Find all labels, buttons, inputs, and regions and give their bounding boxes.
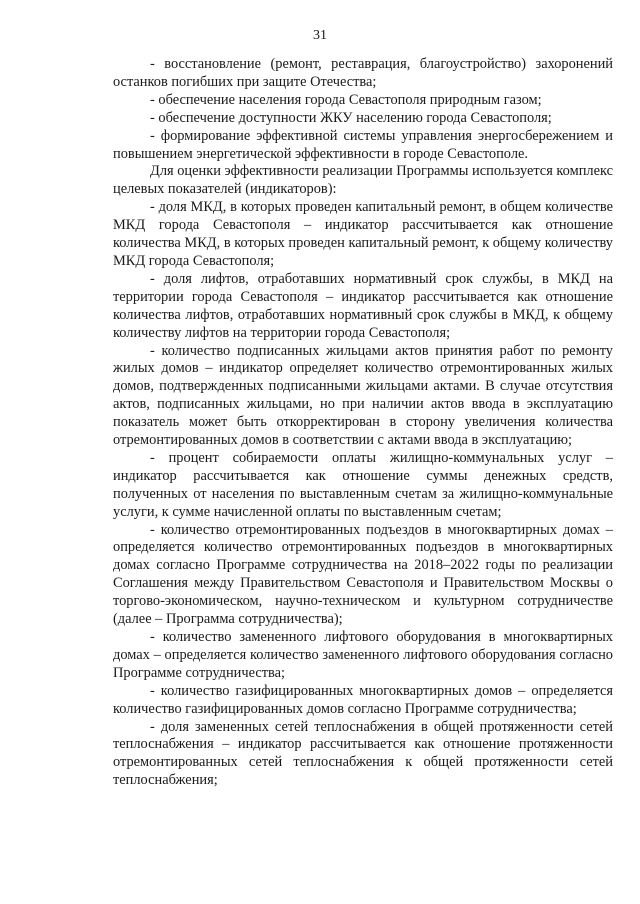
paragraph-indicator-repaired-entrances: - количество отремонтированных подъездов в многоквартирных домах – определяется количество отремонтированных подъездов в многоквартирных домах согласно Программе сотрудничества на 2018–2022 годы по реализации Соглашения между Правительством Севастополя и Правительством Москвы о торгово-экономическом, научно-техническом и культурном сотрудничестве (далее – Программа сотрудничества); [113,521,613,628]
paragraph-indicator-elevators: - доля лифтов, отработавших нормативный срок службы, в МКД на территории города Севастополя – индикатор рассчитывается как отношение количества лифтов, отработавших нормативный срок службы в МКД, к общему количеству лифтов на территории города Севастополя; [113,270,613,341]
paragraph-indicator-gasified-houses: - количество газифицированных многоквартирных домов – определяется количество газифицированных домов согласно Программе сотрудничества; [113,682,613,717]
paragraph-indicator-payment-collection: - процент собираемости оплаты жилищно-коммунальных услуг – индикатор рассчитывается как отношение суммы денежных средств, полученных от населения по выставленным счетам за жилищно-коммунальные услуги, к сумме начисленной оплаты по выставленным счетам; [113,449,613,520]
paragraph-indicator-heating-networks: - доля замененных сетей теплоснабжения в общей протяженности сетей теплоснабжения – индикатор рассчитывается как отношение протяженности отремонтированных сетей теплоснабжения к общей протяженности сетей теплоснабжения; [113,718,613,789]
paragraph-indicator-signed-acts: - количество подписанных жильцами актов принятия работ по ремонту жилых домов – индикатор определяет количество отремонтированных жилых домов, подтвержденных подписанными жильцами актами. В случае отсутствия актов, подписанных жильцами, но при наличии актов ввода в эксплуатацию показатель может быть откорректирован в сторону увеличения количества отремонтированных домов в соответствии с актами ввода в эксплуатацию; [113,342,613,449]
paragraph-gas-supply: - обеспечение населения города Севастополя природным газом; [150,91,542,108]
paragraph-housing-services-access: - обеспечение доступности ЖКУ населению города Севастополя; [150,109,552,126]
paragraph-indicator-replaced-elevator-equipment: - количество замененного лифтового оборудования в многоквартирных домах – определяется количество замененного лифтового оборудования согласно Программе сотрудничества; [113,629,613,681]
document-body [113,56,613,790]
page-number: 31 [313,28,327,43]
paragraph-memorial-restoration: - восстановление (ремонт, реставрация, благоустройство) захоронений останков погибших при защите Отечества; [113,56,613,90]
paragraph-energy-efficiency: - формирование эффективной системы управления энергосбережением и повышением энергетической эффективности в городе Севастополе. [113,127,613,162]
paragraph-indicator-capital-repair: - доля МКД, в которых проведен капитальный ремонт, в общем количестве МКД города Севастополя – индикатор рассчитывается как отношение количества МКД, в которых проведен капитальный ремонт, к общему количеству МКД города Севастополя; [113,199,613,269]
paragraph-indicators-intro: Для оценки эффективности реализации Программы используется комплекс целевых показателей (индикаторов): [113,163,613,198]
